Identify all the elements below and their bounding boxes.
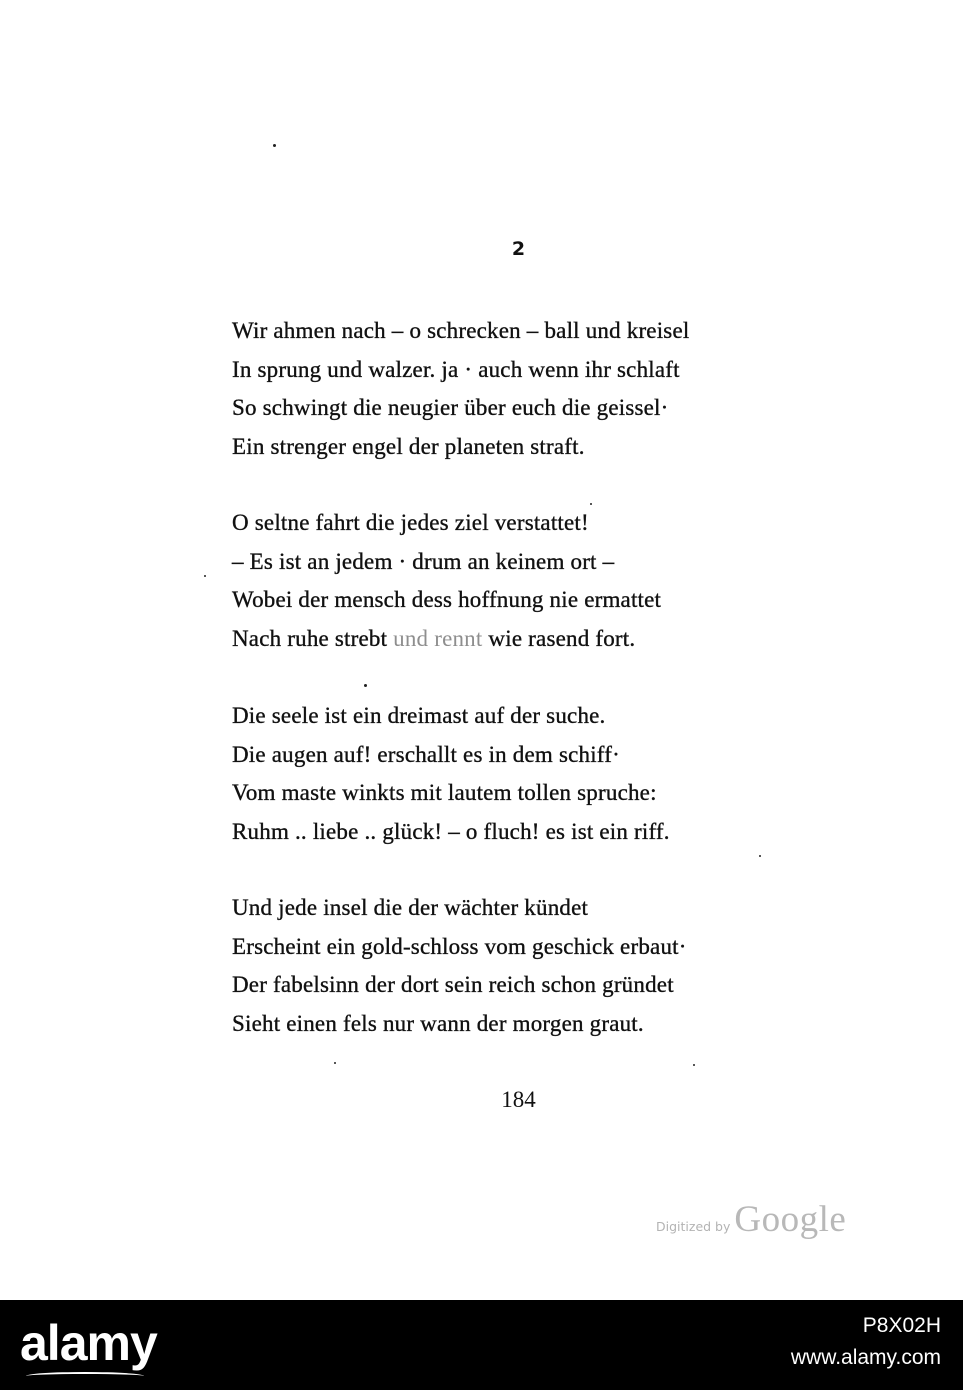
poem-line: Und jede insel die der wächter kündet: [232, 895, 589, 920]
poem-line: Der fabelsinn der dort sein reich schon gründet: [232, 972, 674, 997]
section-number: 2: [511, 238, 526, 260]
ink-speck: [759, 855, 761, 857]
poem-line: Erscheint ein gold-schloss vom geschick erbaut·: [232, 933, 687, 959]
poem-line: Ruhm .. liebe .. glück! – o fluch! es ist ein riff.: [232, 818, 670, 844]
poem-line: Vom maste winkts mit lautem tollen spruche:: [232, 780, 657, 805]
poem-line: So schwingt die neugier über euch die geissel·: [232, 395, 669, 420]
ink-speck: [334, 1062, 336, 1064]
poem-line: [232, 620, 792, 659]
stanza-2: [232, 504, 792, 658]
google-logo: Google: [734, 1199, 847, 1240]
line-segment: wie rasend fort.: [482, 625, 636, 651]
poem-line: In sprung und walzer. ja · auch wenn ihr schlaft: [232, 356, 680, 382]
page-number: 184: [501, 1087, 536, 1112]
poem-line: Ein strenger engel der planeten straft.: [232, 433, 585, 459]
faded-text: und rennt: [393, 625, 483, 651]
poem-line: Wobei der mensch dess hoffnung nie ermattet: [232, 587, 662, 612]
ink-speck: [590, 503, 592, 505]
poem-line: Wir ahmen nach – o schrecken – ball und kreisel: [232, 318, 690, 343]
stock-photo-footer: [0, 1300, 963, 1390]
poem-line: Sieht einen fels nur wann der morgen graut.: [232, 1010, 644, 1036]
site-url: www.alamy.com: [790, 1346, 941, 1369]
ink-speck: [693, 1064, 695, 1066]
image-id: P8X02H: [862, 1314, 941, 1337]
logo-swoosh-icon: [26, 1372, 144, 1380]
alamy-logo: [20, 1314, 157, 1372]
ink-speck: [273, 144, 276, 147]
ink-speck: [364, 684, 367, 687]
poem-line: Die augen auf! erschallt es in dem schiff·: [232, 741, 620, 767]
alamy-wordmark: alamy: [20, 1315, 157, 1371]
stanza-3: [232, 697, 792, 851]
poem-line: Die seele ist ein dreimast auf der suche.: [232, 703, 606, 728]
ink-speck: [204, 575, 206, 577]
line-segment: Nach ruhe strebt: [232, 625, 394, 651]
poem-line: O seltne fahrt die jedes ziel verstattet!: [232, 510, 589, 535]
digitized-label: Digitized by: [656, 1219, 731, 1234]
stanza-4: [232, 889, 792, 1043]
stanza-1: [232, 312, 792, 466]
digitized-by-watermark: [656, 1198, 846, 1241]
poem-line: – Es ist an jedem · drum an keinem ort –: [232, 548, 615, 574]
